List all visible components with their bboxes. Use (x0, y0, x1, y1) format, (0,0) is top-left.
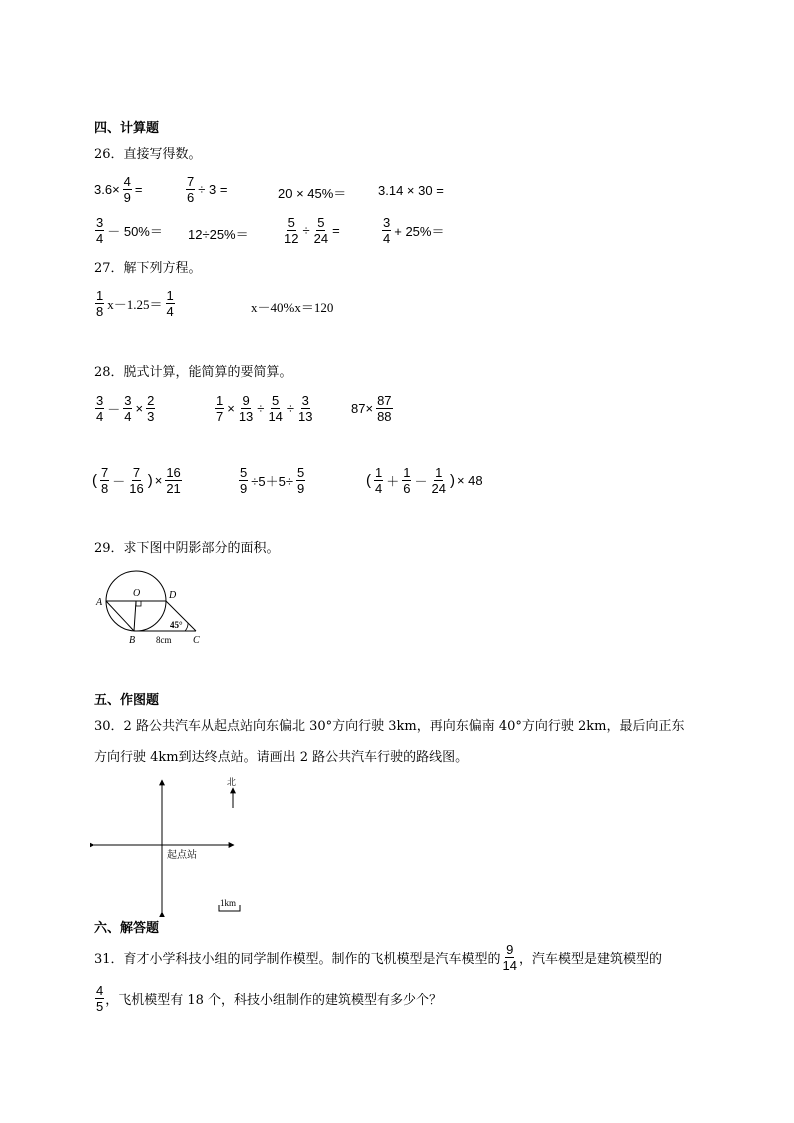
q26-expr-6: 12÷25%＝ (188, 227, 249, 242)
question-27-title: 27．解下列方程。 (94, 261, 202, 276)
label-b: B (129, 635, 136, 646)
q26-expr-7: $\frac{5}{12}$ ÷ $\frac{5}{24}$ = (284, 215, 340, 246)
label-c: C (193, 635, 200, 646)
q28-expr-1: $\frac{3}{4}$ － $\frac{3}{4}$ × $\frac{2}{3}$ (96, 393, 155, 424)
section-4-heading: 四、计算题 (94, 121, 160, 136)
q27-equation-1: $\frac{1}{8}$ x－1.25＝ $\frac{1}{4}$ (96, 288, 174, 319)
question-28-title: 28．脱式计算，能简算的要简算。 (94, 365, 293, 380)
section-6-heading: 六、解答题 (94, 921, 160, 936)
question-31-line-2: $\frac{4}{5}$ ，飞机模型有 18 个，科技小组制作的建筑模型有多少个？ (96, 983, 443, 1014)
q28-expr-3: 87× $\frac{87}{88}$ (351, 393, 392, 424)
section-5-heading: 五、作图题 (94, 693, 160, 708)
question-31-line-1: 31．育才小学科技小组的同学制作模型。制作的飞机模型是汽车模型的 $\frac{9}{14}$ ，汽车模型是建筑模型的 (94, 942, 663, 973)
north-label: 北 (227, 777, 237, 787)
scale-label: 1km (220, 898, 237, 908)
q26-expr-4: 3.14 × 30 = (378, 183, 444, 198)
q28-expr-6: ( $\frac{1}{4}$ ＋ $\frac{1}{6}$ － $\frac{1}{24}$ ) × 48 (366, 465, 483, 496)
angle-label: 45° (170, 620, 183, 630)
q26-expr-2: $\frac{7}{6}$ ÷ 3 = (187, 174, 228, 205)
question-29-title: 29．求下图中阴影部分的面积。 (94, 541, 280, 556)
label-a: A (96, 597, 103, 608)
label-d: D (169, 590, 177, 601)
label-o: O (133, 588, 141, 599)
q28-expr-4: ( $\frac{7}{8}$ － $\frac{7}{16}$ ) × $\frac{16}{21}$ (92, 465, 181, 496)
circle-triangle-figure (92, 565, 212, 650)
start-station-label: 起点站 (167, 850, 197, 861)
q28-expr-5: $\frac{5}{9}$ ÷5＋5÷ $\frac{5}{9}$ (240, 465, 305, 496)
q26-expr-1: 3.6× $\frac{4}{9}$ = (94, 174, 143, 205)
q26-expr-8: $\frac{3}{4}$ + 25%＝ (383, 215, 445, 246)
q27-equation-2: x－40%x＝120 (251, 300, 334, 315)
q26-expr-3: 20 × 45%＝ (278, 186, 347, 201)
question-30-line-1: 30．2 路公共汽车从起点站向东偏北 30°方向行驶 3km，再向东偏南 40°方向行驶 2km，最后向正东 (94, 719, 685, 734)
question-26-title: 26．直接写得数。 (94, 147, 202, 162)
question-30-line-2: 方向行驶 4km到达终点站。请画出 2 路公共汽车行驶的路线图。 (94, 750, 469, 765)
direction-axes-figure (90, 772, 250, 917)
length-label: 8cm (156, 635, 172, 645)
q28-expr-2: $\frac{1}{7}$ × $\frac{9}{13}$ ÷ $\frac{5}{14}$ ÷ $\frac{3}{13}$ (216, 393, 313, 424)
q26-expr-5: $\frac{3}{4}$ － 50%＝ (96, 215, 163, 246)
